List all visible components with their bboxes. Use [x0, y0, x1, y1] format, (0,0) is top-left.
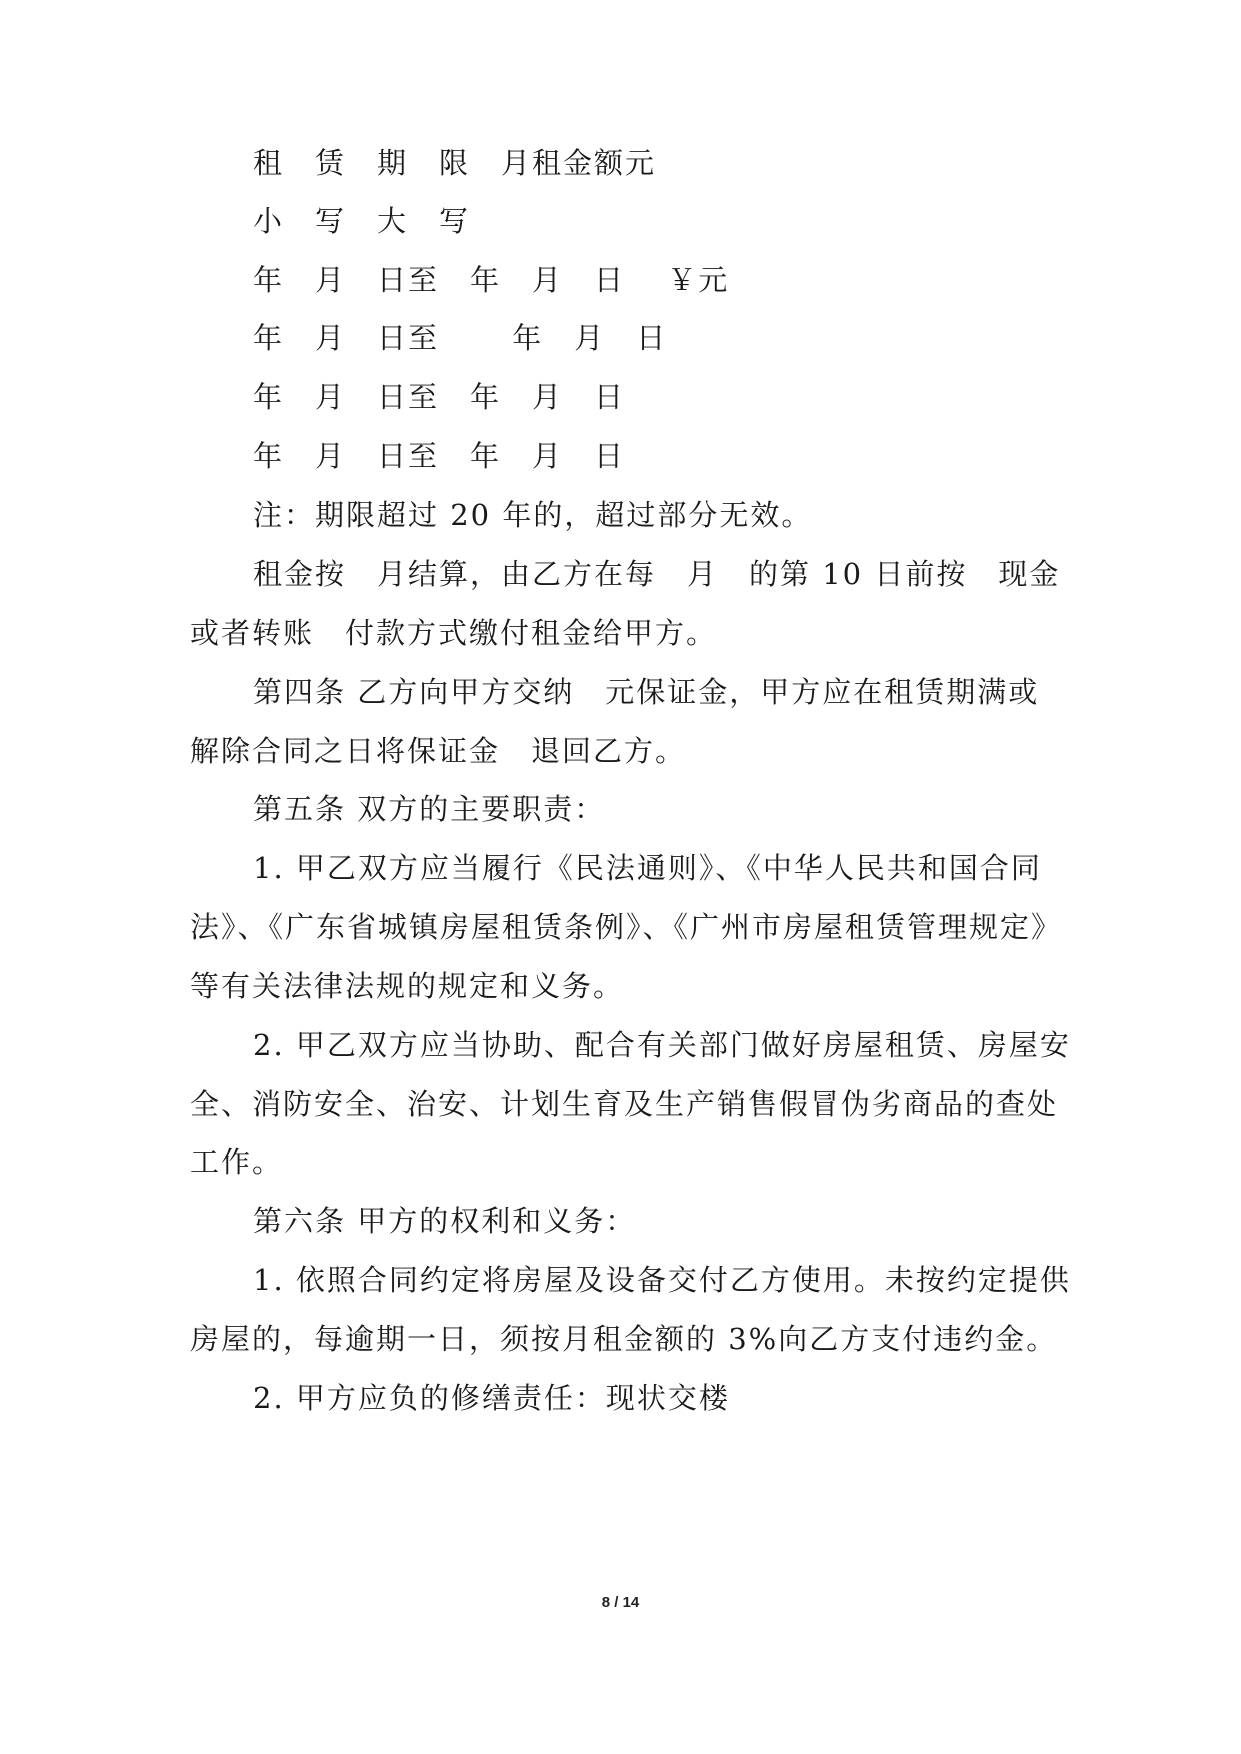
article-5-item-2-line-1: 2. 甲乙双方应当协助、配合有关部门做好房屋租赁、房屋安: [253, 1028, 1071, 1062]
rent-period-row-1: 年 月 日至 年 月 日 ￥元: [253, 263, 730, 297]
term-note: 注：期限超过 20 年的，超过部分无效。: [253, 498, 813, 532]
article-6-heading: 第六条 甲方的权利和义务：: [253, 1204, 637, 1238]
rent-table-subheader: 小 写 大 写: [253, 204, 471, 238]
rent-period-row-4: 年 月 日至 年 月 日: [253, 439, 626, 473]
article-5-item-2-line-3: 工作。: [190, 1145, 284, 1179]
article-5-item-1-line-3: 等有关法律法规的规定和义务。: [190, 969, 625, 1003]
article-5-item-1-line-1: 1. 甲乙双方应当履行《民法通则》、《中华人民共和国合同: [253, 851, 1042, 885]
rent-period-row-2: 年 月 日至 年 月 日: [253, 321, 668, 355]
article-5-heading: 第五条 双方的主要职责：: [253, 792, 606, 826]
article-4-line-2: 解除合同之日将保证金 退回乙方。: [190, 734, 687, 768]
article-6-item-1-line-2: 房屋的，每逾期一日，须按月租金额的 3%向乙方支付违约金。: [190, 1322, 1058, 1356]
rent-period-row-3: 年 月 日至 年 月 日: [253, 380, 626, 414]
payment-paragraph-line-1: 租金按 月结算，由乙方在每 月 的第 10 日前按 现金: [253, 557, 1061, 591]
page-number: 8 / 14: [601, 1594, 640, 1611]
article-5-item-2-line-2: 全、消防安全、治安、计划生育及生产销售假冒伪劣商品的查处: [190, 1087, 1059, 1121]
rent-table-header: 租 赁 期 限 月租金额元: [253, 146, 657, 180]
payment-paragraph-line-2: 或者转账 付款方式缴付租金给甲方。: [190, 616, 718, 650]
article-6-item-2: 2. 甲方应负的修缮责任：现状交楼: [253, 1381, 730, 1415]
article-6-item-1-line-1: 1. 依照合同约定将房屋及设备交付乙方使用。未按约定提供: [253, 1263, 1071, 1297]
article-4-line-1: 第四条 乙方向甲方交纳 元保证金，甲方应在租赁期满或: [253, 675, 1040, 709]
article-5-item-1-line-2: 法》、《广东省城镇房屋租赁条例》、《广州市房屋租赁管理规定》: [190, 910, 1063, 944]
